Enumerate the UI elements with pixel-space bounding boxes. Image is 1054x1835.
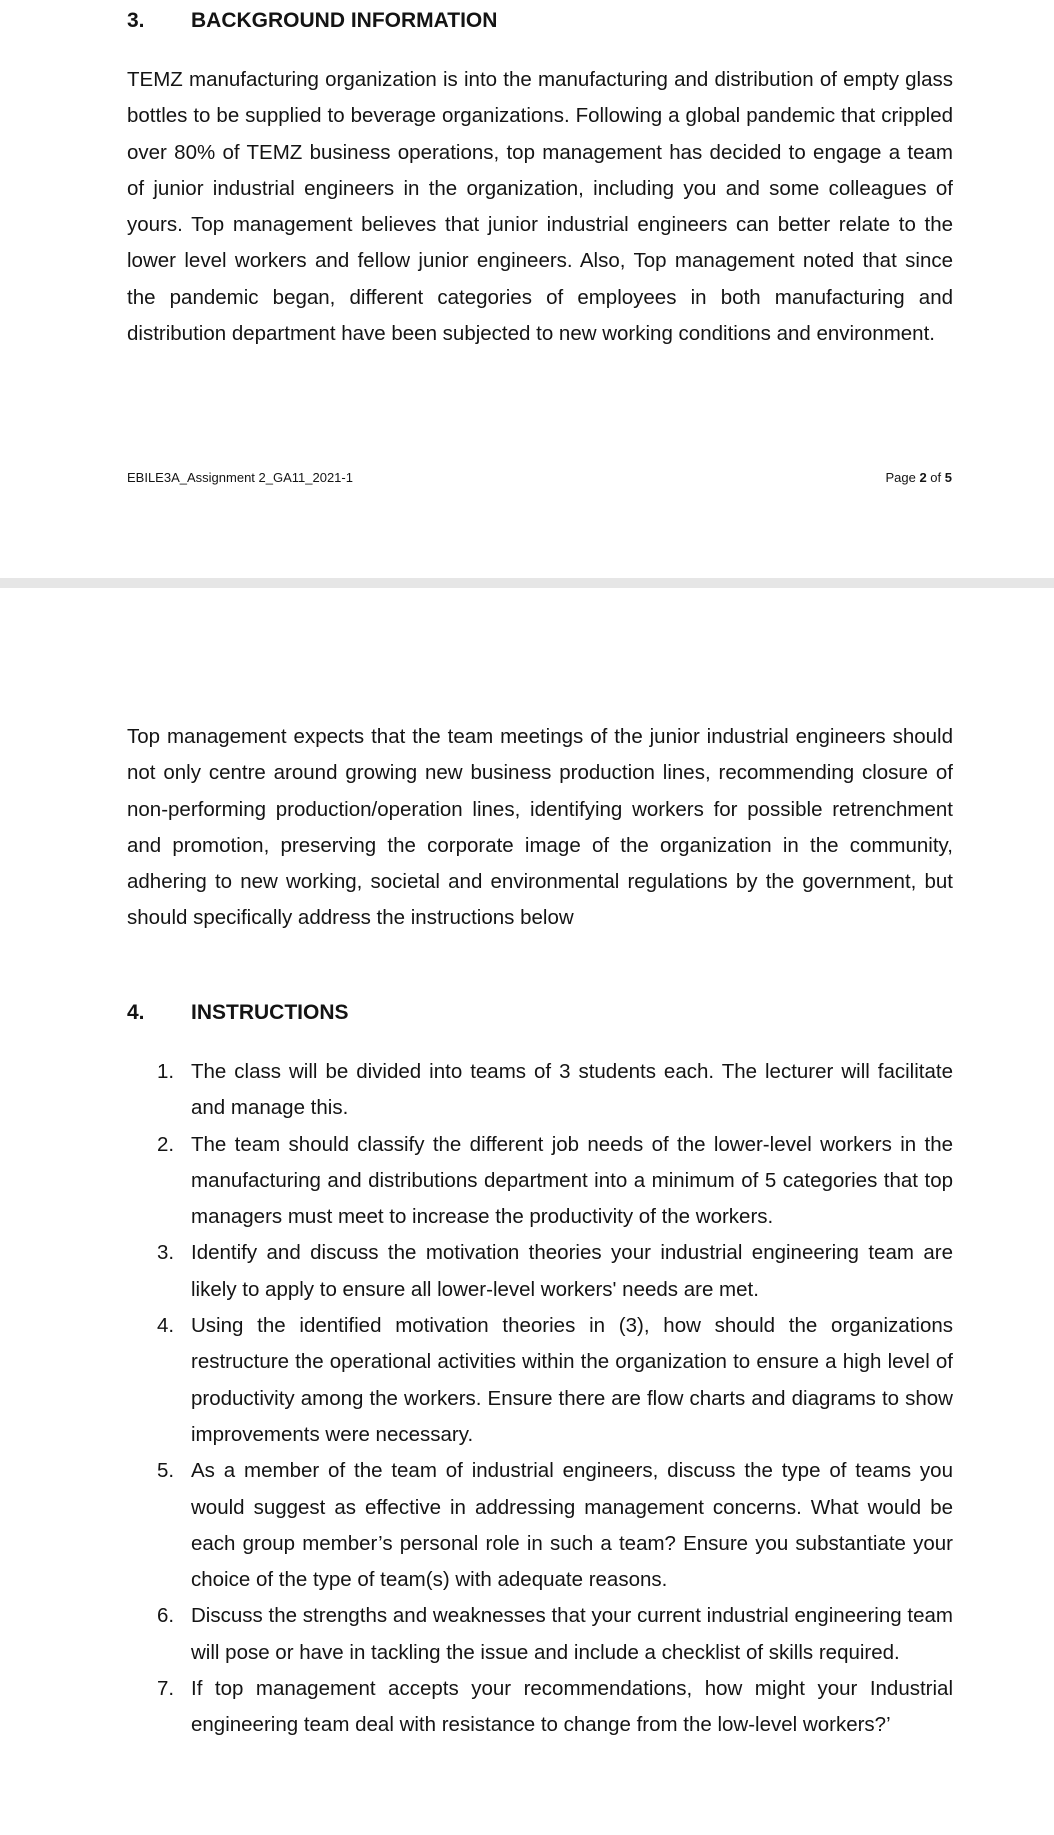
list-item-text: If top management accepts your recommendations, how might your Industrial engineering team deal with resistance to change from the low-level workers?’ xyxy=(191,1677,953,1737)
list-item-text: The team should classify the different job needs of the lower-level workers in the manufacturing and distributions department into a minimum of 5 categories that top managers must meet to increase the productivity of the workers. xyxy=(191,1132,953,1229)
page-of: of xyxy=(926,470,945,485)
expectations-paragraph: Top management expects that the team meetings of the junior industrial engineers should not only centre around growing new business production lines, recommending closure of non-performing production/operation lines, identifying workers for possible retrenchment and promotion, preserving the corporate image of the organization in the community, adhering to new working, societal and environmental regulations by the government, but should specifically address the instructions below xyxy=(127,725,953,930)
list-item xyxy=(127,1671,953,1744)
list-item xyxy=(127,1598,953,1671)
page-prefix: Page xyxy=(885,470,920,485)
document-page-3 xyxy=(0,588,1054,1835)
section-number: 4. xyxy=(127,1001,145,1024)
list-item xyxy=(127,1453,953,1598)
instructions-list xyxy=(127,1054,953,1744)
list-item-text: Using the identified motivation theories in (3), how should the organizations restructure the operational activities within the organization to ensure a high level of productivity among the workers. Ensure there are flow charts and diagrams to show improvements were necessary. xyxy=(191,1314,953,1446)
section-title: INSTRUCTIONS xyxy=(191,1001,349,1024)
list-marker: 5. xyxy=(157,1459,175,1483)
list-item-text: The class will be divided into teams of 3 students each. The lecturer will facilitate and manage this. xyxy=(191,1060,953,1120)
list-marker: 1. xyxy=(157,1060,175,1083)
list-marker: 4. xyxy=(157,1314,175,1338)
section-heading-instructions xyxy=(127,1000,349,1026)
page-current: 2 xyxy=(919,470,927,485)
background-paragraph: TEMZ manufacturing organization is into the manufacturing and distribution of empty glass bottles to be supplied to beverage organizations. Following a global pandemic that crippled over 80% of TEMZ business operations, top management has decided to engage a team of junior industrial engineers in the organization, including you and some colleagues of yours. Top management believes that junior industrial engineers can better relate to the lower level workers and fellow junior engineers. Also, Top management noted that since the pandemic began, different categories of employees in both manufacturing and distribution department have been subjected to new working conditions and environment. xyxy=(127,68,953,346)
list-marker: 6. xyxy=(157,1604,175,1628)
page-total: 5 xyxy=(944,470,952,485)
list-item xyxy=(127,1127,953,1236)
list-item xyxy=(127,1054,953,1127)
list-item-text: Identify and discuss the motivation theories your industrial engineering team are likely to apply to ensure all lower-level workers' needs are met. xyxy=(191,1241,953,1301)
footer-page-number xyxy=(885,470,952,486)
list-marker: 7. xyxy=(157,1677,175,1701)
list-item xyxy=(127,1308,953,1453)
list-item xyxy=(127,1235,953,1308)
list-marker: 3. xyxy=(157,1241,175,1265)
document-page-2 xyxy=(0,0,1054,578)
section-heading-background xyxy=(127,8,497,34)
list-item-text: Discuss the strengths and weaknesses that your current industrial engineering team will pose or have in tackling the issue and include a checklist of skills required. xyxy=(191,1604,953,1664)
page-separator xyxy=(0,578,1054,588)
section-title: BACKGROUND INFORMATION xyxy=(191,9,498,32)
section-number: 3. xyxy=(127,9,145,32)
list-marker: 2. xyxy=(157,1132,175,1156)
footer-document-id: EBILE3A_Assignment 2_GA11_2021-1 xyxy=(127,470,353,485)
list-item-text: As a member of the team of industrial engineers, discuss the type of teams you would suggest as effective in addressing management concerns. What would be each group member’s personal role in such a team? Ensure you substantiate your choice of the type of team(s) with adequate reasons. xyxy=(191,1459,953,1592)
